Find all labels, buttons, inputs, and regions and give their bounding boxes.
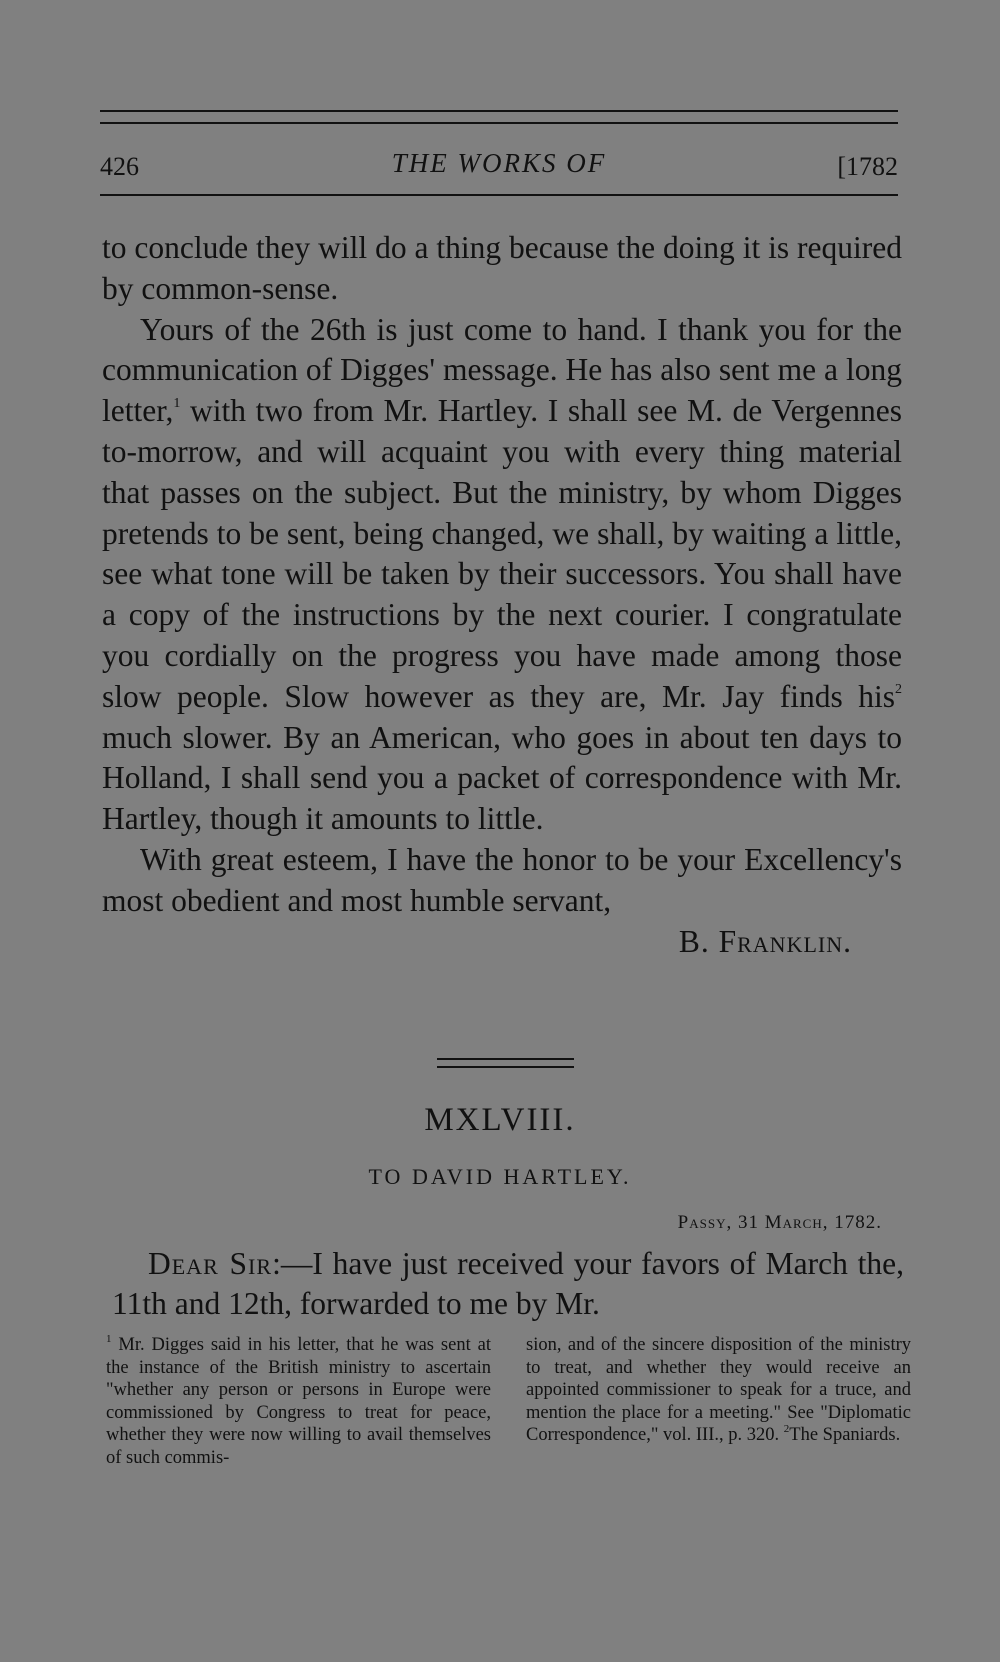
dateline: Passy, 31 March, 1782. [677,1212,882,1233]
paragraph: With great esteem, I have the honor to be your Excellency's most obedient and most humble servant, [102,841,902,918]
footnote-column-right [526,1334,911,1447]
letter-opening [112,1244,904,1324]
paragraph-text: :—I have just received your favors of March the, 11th and 12th, forwarded to me by Mr. [112,1246,904,1321]
paragraph-text: Yours of the 26th is just come to hand. I thank you for the communication of Digges' message. He has also sent me a long letter, [102,311,902,429]
paragraph-text: with two from Mr. Hartley. I shall see M. de Vergennes to-morrow, and will acquaint you with every thing material that passes on the subject. But the ministry, by whom Digges pretends to be sent, being changed, we shall, by waiting a little, see what tone will be taken by their successors. You shall have a copy of the instructions by the next courier. I congratulate you cordially on the progress you have made among those slow people. Slow however as they are, Mr. Jay finds his [102,393,902,714]
footnote-text: sion, and of the sincere disposition of the ministry to treat, and whether they would receive an appointed commissioner to speak for a truce, and mention the place for a meeting." See "Diplomatic Correspondence," vol. III., p. 320. [526,1335,911,1446]
signature [102,922,902,963]
running-head [100,148,898,188]
running-year: [1782 [837,152,898,181]
signature-text: B. Franklin. [678,923,852,959]
letter-body [102,228,902,962]
footnote-marker: 1 [106,1333,112,1345]
footnote-ref: 2 [895,681,902,697]
salutation: Dear Sir [148,1246,273,1281]
page-number: 426 [100,152,139,181]
footnote-text: Mr. Digges said in his letter, that he was sent at the instance of the British ministry to ascertain "whether any person or persons in Europe were commissioned by Congress to treat for peace, whether they were now willing to avail themselves of such commis- [106,1335,491,1468]
section-divider [437,1058,574,1060]
letter-number: MXLVIII. [424,1102,576,1138]
footnote-text: The Spaniards. [789,1425,901,1446]
header-rule-bottom [100,194,898,196]
footnote-ref: 1 [173,396,181,412]
letter-recipient: TO DAVID HARTLEY. [368,1164,632,1189]
footnote [106,1334,491,1470]
header-rule-top [100,110,898,112]
paragraph [112,1244,904,1324]
footnote-column-left [106,1334,491,1470]
paragraph: to conclude they will do a thing because the doing it is required by common-sense. [102,230,902,306]
header-rule-second [100,122,898,124]
section-divider [437,1066,574,1068]
paragraph-text: much slower. By an American, who goes in about ten days to Holland, I shall send you a packet of correspondence with Mr. Hartley, though it amounts to little. [102,719,902,837]
paragraph [102,310,902,840]
footnote-marker: 2 [783,1423,790,1436]
footnote [526,1334,911,1447]
running-title: THE WORKS OF [391,148,607,178]
